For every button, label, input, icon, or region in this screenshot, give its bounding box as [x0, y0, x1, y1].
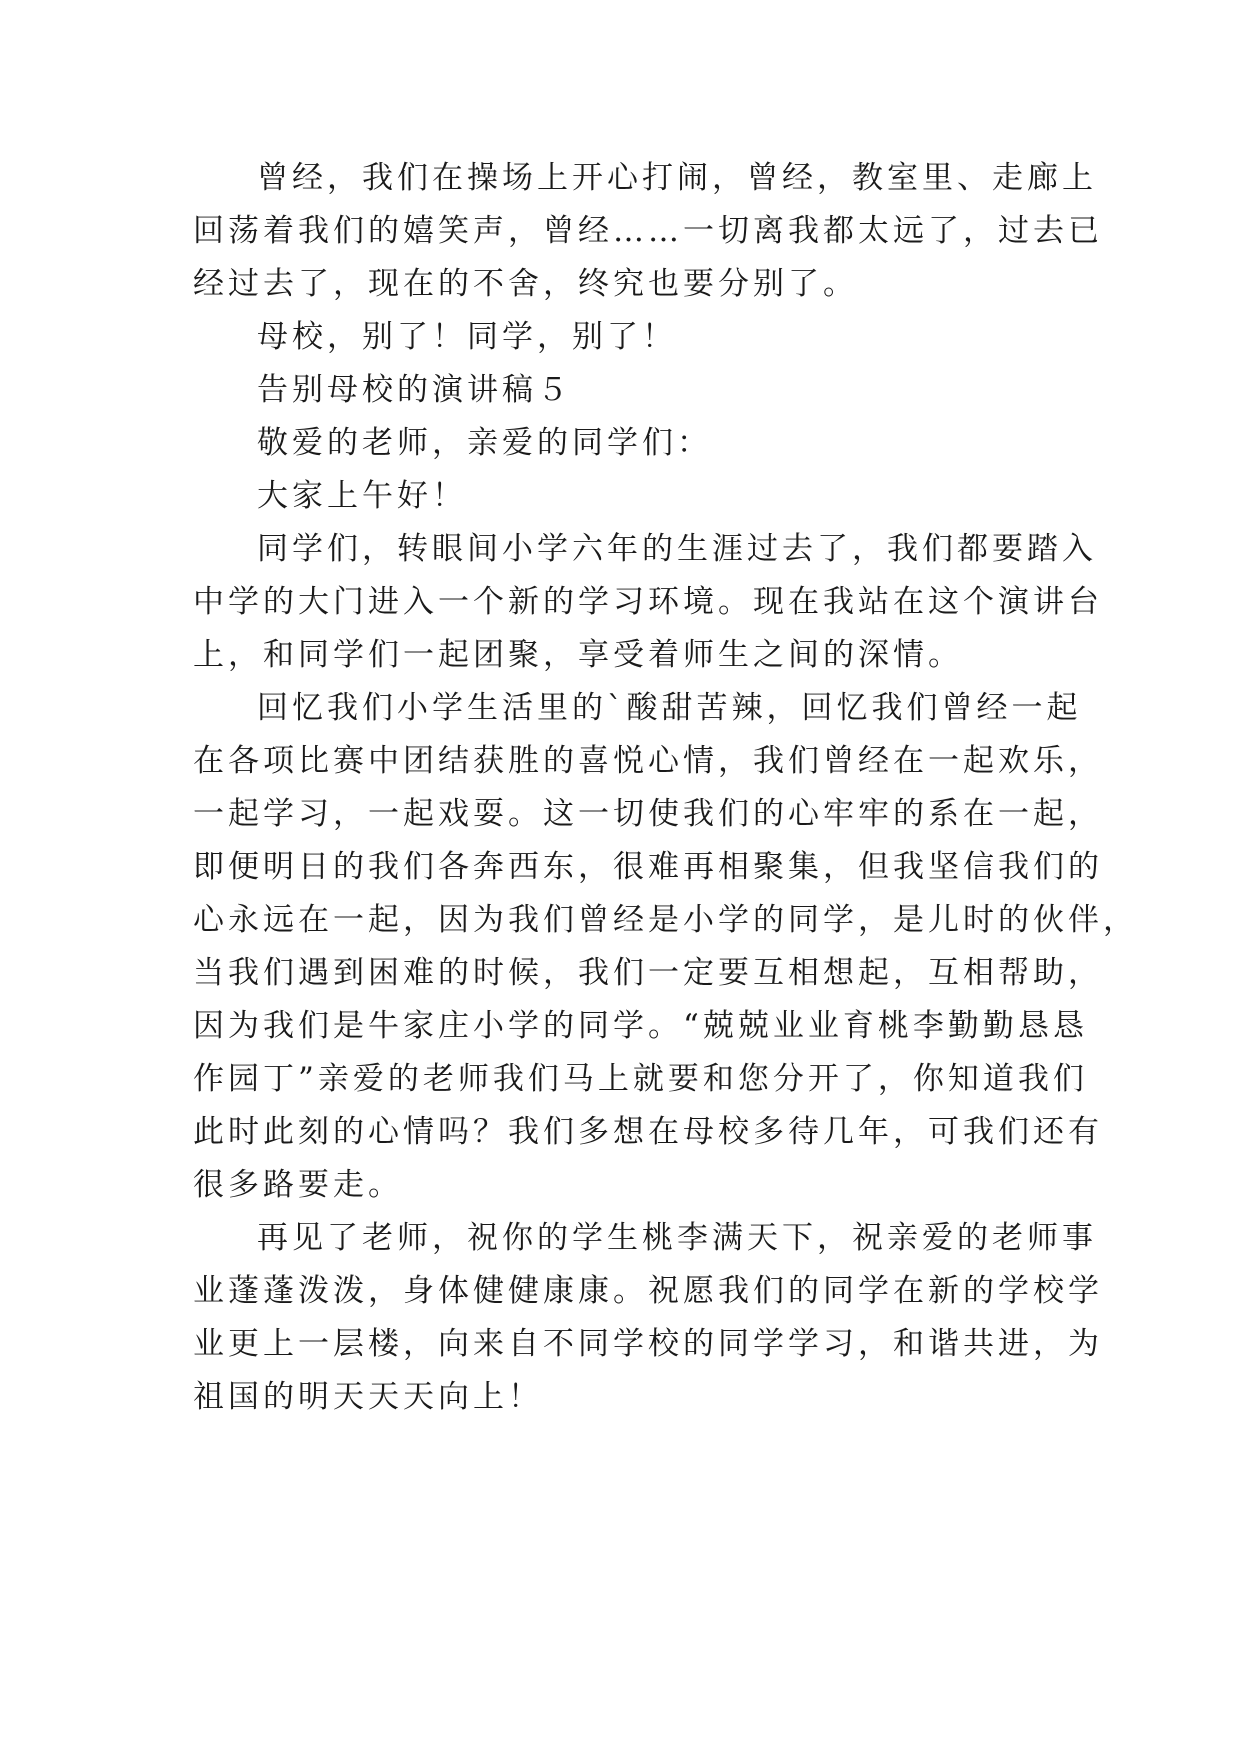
text-line: 回忆我们小学生活里的`酸甜苦辣，回忆我们曾经一起	[257, 690, 1082, 726]
text-line: 中学的大门进入一个新的学习环境。现在我站在这个演讲台	[193, 584, 1103, 620]
text-line: 敬爱的老师，亲爱的同学们：	[257, 425, 712, 461]
text-line: 母校，别了！同学，别了！	[257, 319, 677, 355]
text-line: 因为我们是牛家庄小学的同学。“兢兢业业育桃李勤勤恳恳	[193, 1008, 1088, 1044]
section-title: 告别母校的演讲稿５	[257, 372, 572, 408]
text-line: 祖国的明天天天向上！	[193, 1379, 543, 1415]
text-line: 心永远在一起，因为我们曾经是小学的同学，是儿时的伙伴，	[193, 902, 1138, 938]
text-line: 同学们，转眼间小学六年的生涯过去了，我们都要踏入	[257, 531, 1097, 567]
text-line: 大家上午好！	[257, 478, 467, 514]
text-line: 经过去了，现在的不舍，终究也要分别了。	[193, 266, 858, 302]
text-line: 作园丁”亲爱的老师我们马上就要和您分开了，你知道我们	[193, 1061, 1088, 1097]
text-line: 在各项比赛中团结获胜的喜悦心情，我们曾经在一起欢乐，	[193, 743, 1103, 779]
text-line: 很多路要走。	[193, 1167, 403, 1203]
text-line: 一起学习，一起戏耍。这一切使我们的心牢牢的系在一起，	[193, 796, 1103, 832]
text-line: 此时此刻的心情吗？我们多想在母校多待几年，可我们还有	[193, 1114, 1103, 1150]
text-line: 再见了老师，祝你的学生桃李满天下，祝亲爱的老师事	[257, 1220, 1097, 1256]
text-line: 即便明日的我们各奔西东，很难再相聚集，但我坚信我们的	[193, 849, 1103, 885]
text-line: 业更上一层楼，向来自不同学校的同学学习，和谐共进，为	[193, 1326, 1103, 1362]
text-line: 回荡着我们的嬉笑声，曾经……一切离我都太远了，过去已	[193, 213, 1103, 249]
text-line: 上，和同学们一起团聚，享受着师生之间的深情。	[193, 637, 963, 673]
text-line: 曾经，我们在操场上开心打闹，曾经，教室里、走廊上	[257, 160, 1097, 196]
text-line: 业蓬蓬泼泼，身体健健康康。祝愿我们的同学在新的学校学	[193, 1273, 1103, 1309]
text-line: 当我们遇到困难的时候，我们一定要互相想起，互相帮助，	[193, 955, 1103, 991]
